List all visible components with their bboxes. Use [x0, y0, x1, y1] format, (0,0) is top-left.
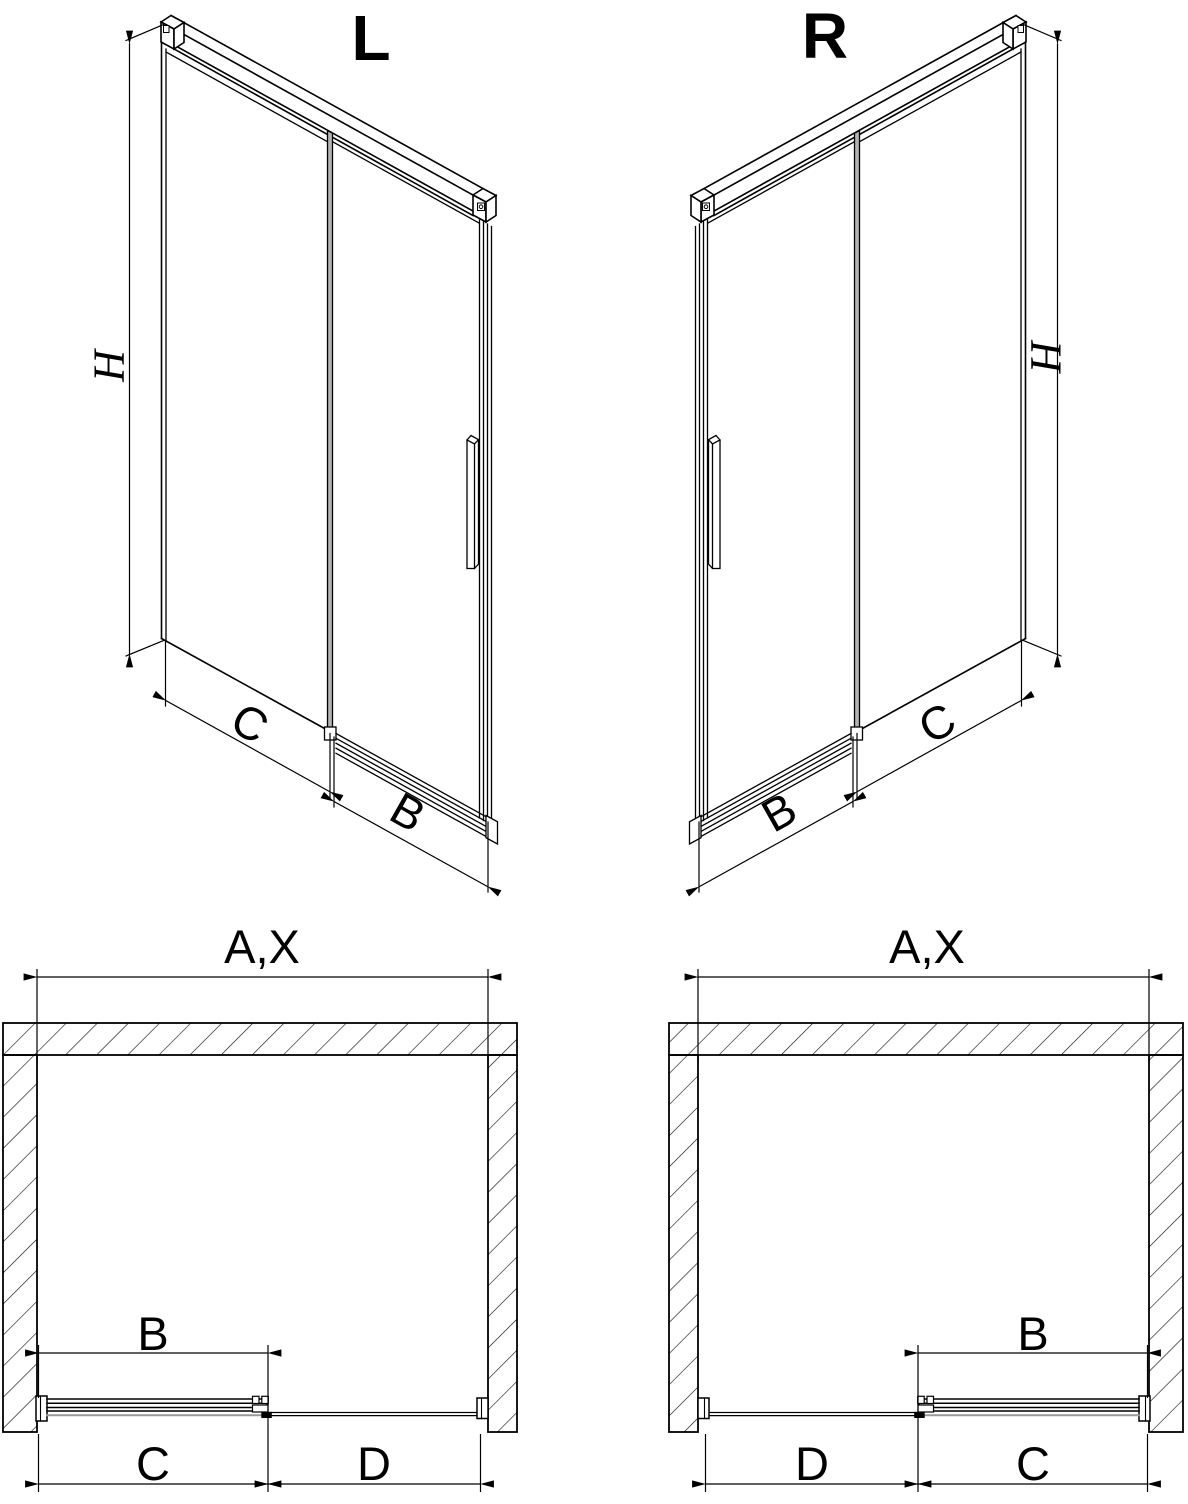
iso-left-dimension-lines — [126, 25, 488, 893]
iso-view-right-geometry — [690, 16, 1062, 893]
iso-left-height-dim-label: H — [84, 350, 134, 382]
plan-left-door-assembly — [36, 1396, 488, 1421]
plan-right-door-assembly — [698, 1396, 1150, 1421]
iso-left-fixed-width-dim-label: C — [222, 692, 278, 754]
plan-right-door-width-dim-label: B — [1017, 1307, 1049, 1360]
left-variant-label: L — [351, 2, 391, 74]
plan-left-door-width-dim-label: B — [137, 1307, 169, 1360]
iso-right-door-width-dim-label: B — [752, 781, 806, 843]
plan-left-second-width-dim-label: D — [357, 1437, 391, 1490]
plan-left-total-width-dim-label: A,X — [224, 920, 300, 973]
iso-right-fixed-width-dim-label: C — [909, 692, 965, 754]
plan-left-fixed-width-dim-label: C — [136, 1437, 170, 1490]
plan-right-fixed-width-dim-label: C — [1016, 1437, 1050, 1490]
iso-right-height-dim-label: H — [1021, 340, 1071, 372]
right-variant-label: R — [801, 0, 849, 72]
plan-right-second-width-dim-label: D — [795, 1437, 829, 1490]
plan-right-walls — [669, 1023, 1183, 1432]
plan-left-walls — [3, 1023, 517, 1432]
iso-left-door-width-dim-label: B — [381, 781, 435, 843]
plan-right-total-width-dim-label: A,X — [889, 920, 965, 973]
iso-view-left-geometry — [126, 16, 498, 893]
